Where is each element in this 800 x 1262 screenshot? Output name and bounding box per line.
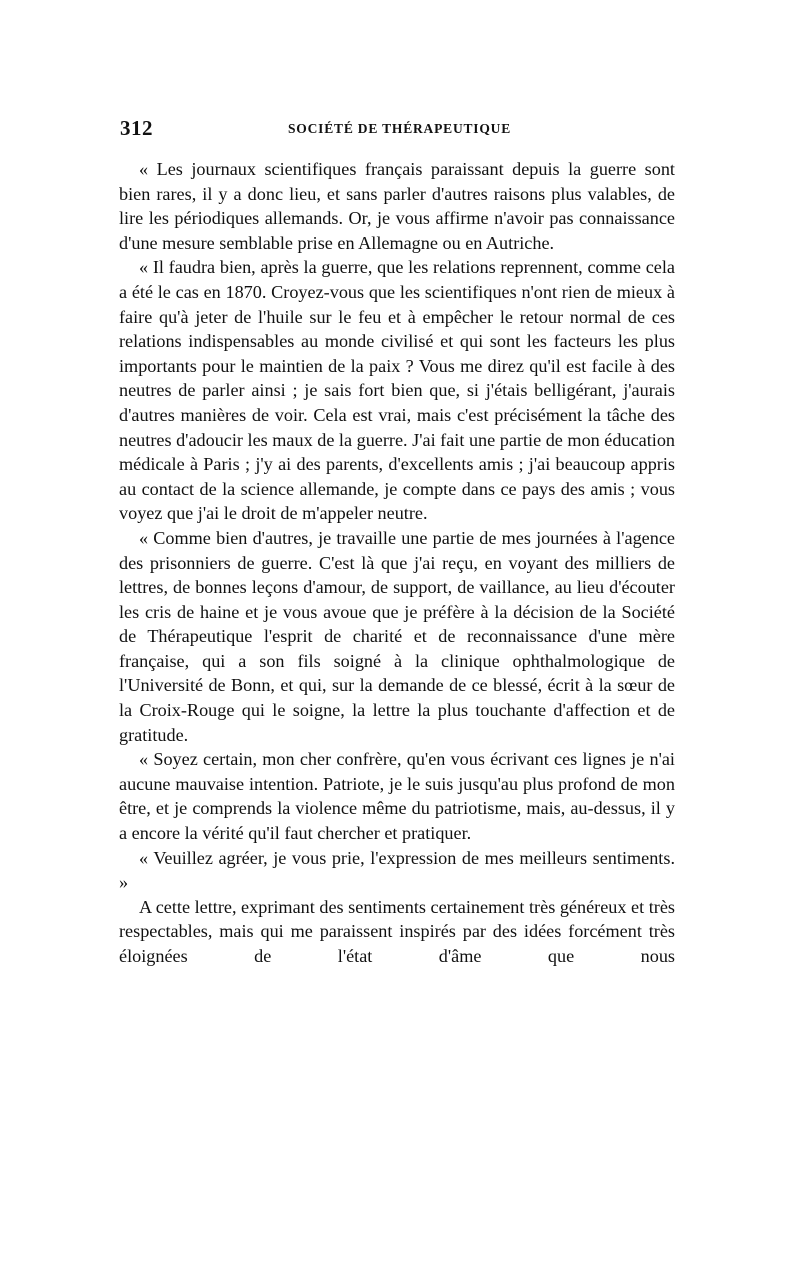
- paragraph: « Veuillez agréer, je vous prie, l'expression de mes meilleurs sentiments. »: [119, 847, 675, 893]
- paragraph: A cette lettre, exprimant des sentiments certainement très généreux et très respectables, mais qui me paraissent inspirés par des idées forcément très éloignées de l'état d'âme que nous: [119, 896, 675, 966]
- paragraph: « Soyez certain, mon cher confrère, qu'en vous écrivant ces lignes je n'ai aucune mauvaise intention. Patriote, je le suis jusqu'au plus profond de mon être, et je comprends la violence même du patriotisme, mais, au-dessus, il y a encore la vérité qu'il faut chercher et pratiquer.: [119, 749, 675, 844]
- body-text: [119, 157, 675, 969]
- paragraph: « Il faudra bien, après la guerre, que les relations reprennent, comme cela a été le cas en 1870. Croyez-vous que les scientifiques n'ont rien de mieux à faire qu'à jeter de l'huile sur le feu et à empêcher le retour normal de ces relations indispensables au monde civilisé et qui sont les facteurs les plus importants pour le maintien de la paix ? Vous me direz qu'il est facile à des neutres de parler ainsi ; je sais fort bien que, si j'étais belligérant, j'aurais d'autres manières de voir. Cela est vrai, mais c'est précisément la tâche des neutres d'adoucir les maux de la guerre. J'ai fait une partie de mon éducation médicale à Paris ; j'y ai des parents, d'excellents amis ; j'ai beaucoup appris au contact de la science allemande, je compte dans ce pays des amis ; vous voyez que j'ai le droit de m'appeler neutre.: [119, 257, 676, 524]
- paragraph: « Les journaux scientifiques français paraissant depuis la guerre sont bien rares, il y a donc lieu, et sans parler d'autres raisons plus valables, de lire les périodiques allemands. Or, je vous affirme n'avoir pas connaissance d'une mesure semblable prise en Allemagne ou en Autriche.: [119, 159, 675, 253]
- running-head: SOCIÉTÉ DE THÉRAPEUTIQUE: [288, 121, 512, 136]
- page-header: [120, 116, 680, 142]
- page-number: 312: [120, 116, 153, 140]
- paragraph: « Comme bien d'autres, je travaille une partie de mes journées à l'agence des prisonniers de guerre. C'est là que j'ai reçu, en voyant des milliers de lettres, de bonnes leçons d'amour, de support, de vaillance, au lieu d'écouter les cris de haine et je vous avoue que je préfère à la décision de la Société de Thérapeutique l'esprit de charité et de reconnaissance d'une mère française, qui a son fils soigné à la clinique ophthalmologique de l'Université de Bonn, et qui, sur la demande de ce blessé, écrit à la sœur de la Croix-Rouge qui le soigne, la lettre la plus touchante d'affection et de gratitude.: [119, 527, 675, 745]
